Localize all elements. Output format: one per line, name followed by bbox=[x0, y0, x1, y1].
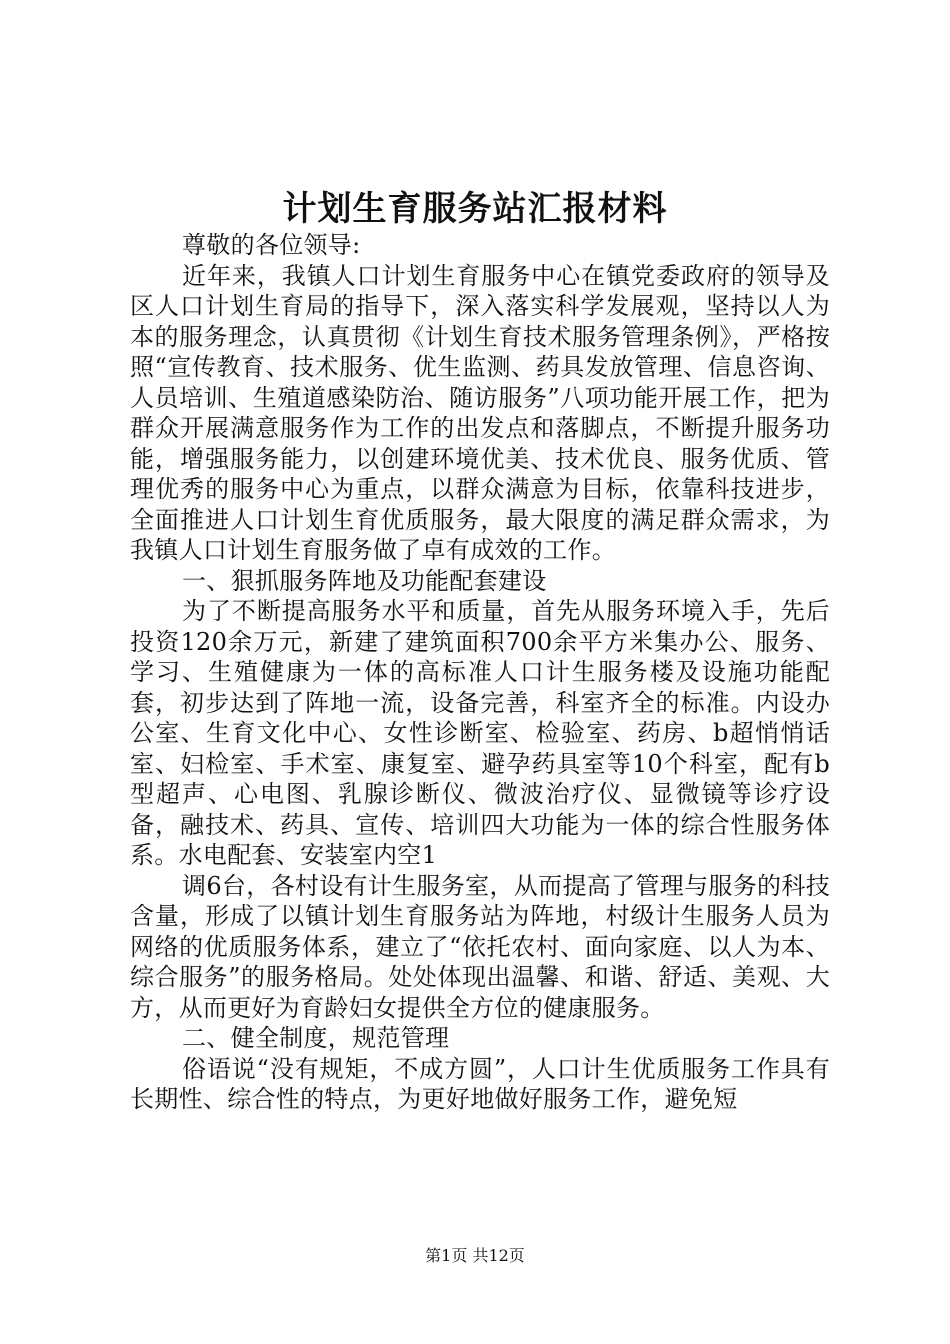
document-title: 计划生育服务站汇报材料 bbox=[282, 189, 668, 229]
section-heading-1: 一、狠抓服务阵地及功能配套建设 bbox=[182, 566, 547, 595]
paragraph-section-1b: 调6台，各村设有计生服务室，从而提高了管理与服务的科技含量，形成了以镇计划生育服务站为阵地，村级计生服务人员为网络的优质服务体系，建立了“依托农村、面向家庭、以人为本、综合服务”的服务格局。处处体现出温馨、和谐、舒适、美观、大方，从而更好为育龄妇女提供全方位的健康服务。 bbox=[130, 871, 830, 1022]
paragraph-intro: 近年来，我镇人口计划生育服务中心在镇党委政府的领导及区人口计划生育局的指导下，深入落实科学发展观，坚持以人为本的服务理念，认真贯彻《计划生育技术服务管理条例》，严格按照“宣传教育、技术服务、优生监测、药具发放管理、信息咨询、人员培训、生殖道感染防治、随访服务”八项功能开展工作，把为群众开展满意服务作为工作的出发点和落脚点，不断提升服务功能，增强服务能力，以创建环境优美、技术优良、服务优质、管理优秀的服务中心为重点，以群众满意为目标，依靠科技进步，全面推进人口计划生育优质服务，最大限度的满足群众需求，为我镇人口计划生育服务做了卓有成效的工作。 bbox=[130, 261, 830, 564]
paragraph-section-1a: 为了不断提高服务水平和质量，首先从服务环境入手，先后投资120余万元，新建了建筑面积700余平方米集办公、服务、学习、生殖健康为一体的高标准人口计生服务楼及设施功能配套，初步达到了阵地一流，设备完善，科室齐全的标准。内设办公室、生育文化中心、女性诊断室、检验室、药房、b超悄悄话室、妇检室、手术室、康复室、避孕药具室等10个科室，配有b型超声、心电图、乳腺诊断仪、微波治疗仪、显微镜等诊疗设备，融技术、药具、宣传、培训四大功能为一体的综合性服务体系。水电配套、安装室内空1 bbox=[130, 597, 830, 869]
salutation: 尊敬的各位领导: bbox=[182, 231, 361, 259]
document-body bbox=[130, 230, 830, 1115]
section-heading-2: 二、健全制度，规范管理 bbox=[182, 1024, 450, 1052]
page-footer: 第1页 共12页 bbox=[425, 1246, 525, 1265]
paragraph-section-2: 俗语说“没有规矩，不成方圆”，人口计生优质服务工作具有长期性、综合性的特点，为更好地做好服务工作，避免短 bbox=[130, 1054, 830, 1113]
